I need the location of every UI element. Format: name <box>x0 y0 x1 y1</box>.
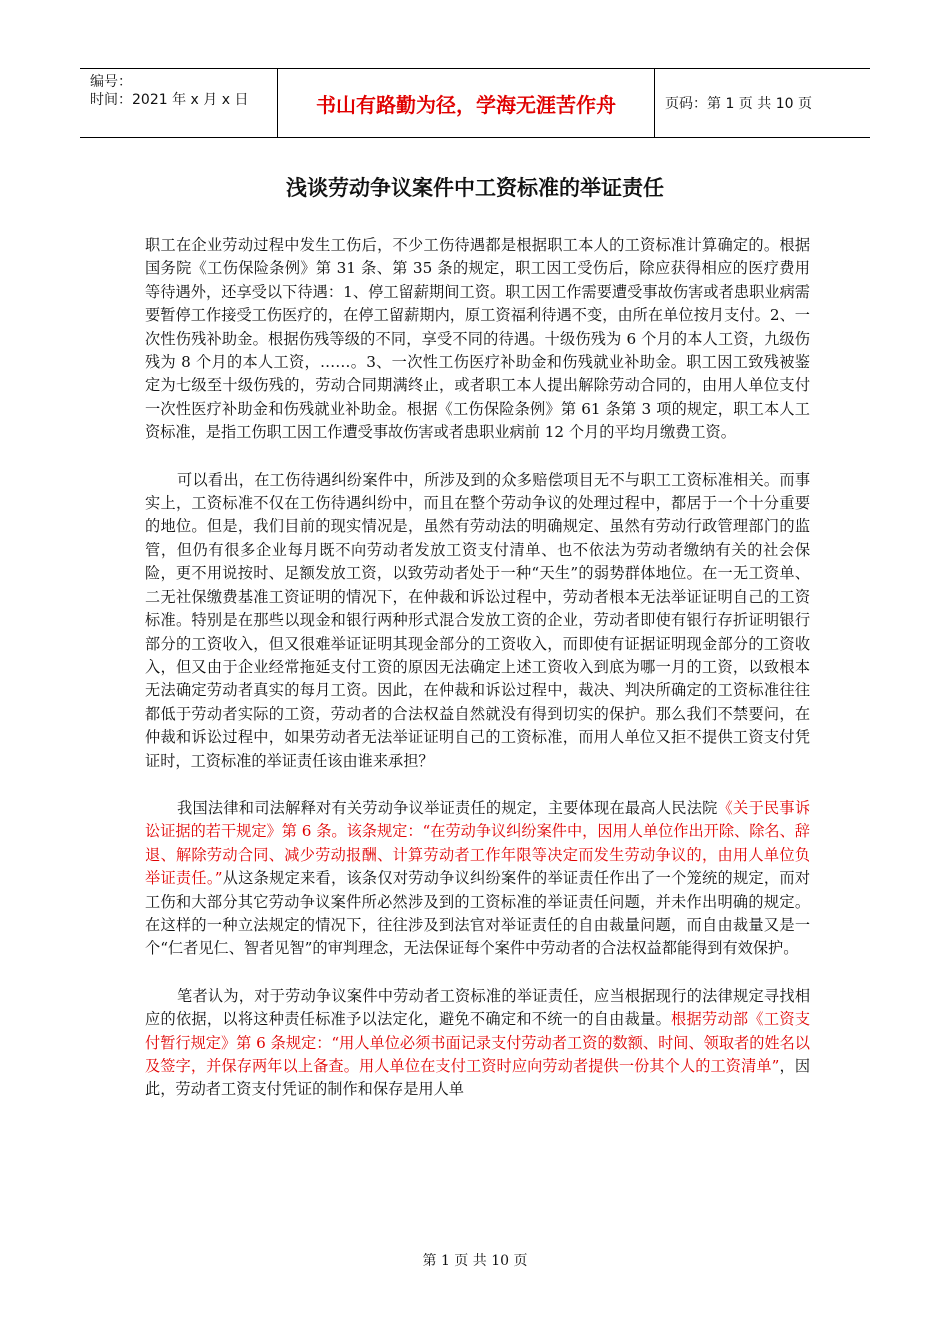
paragraph-4-text-a: 笔者认为，对于劳动争议案件中劳动者工资标准的举证责任，应当根据现行的法律规定寻找相应的依据，以将这种责任标准予以法定化，避免不确定和不统一的自由裁量。 <box>145 986 810 1029</box>
paragraph-1: 职工在企业劳动过程中发生工伤后，不少工伤待遇都是根据职工本人的工资标准计算确定的。根据国务院《工伤保险条例》第 31 条、第 35 条的规定，职工因工受伤后，除应获得相应的医疗费用等待遇外，还享受以下待遇：1、停工留薪期间工资。职工因工作需要遭受事故伤害或者患职业病需要暂停工作接受工伤医疗的，在停工留薪期内，原工资福利待遇不变，由所在单位按月支付。2、一次性伤残补助金。根据伤残等级的不同，享受不同的待遇。十级伤残为 6 个月的本人工资，九级伤残为 8 个月的本人工资，……。3、一次性工伤医疗补助金和伤残就业补助金。职工因工致残被鉴定为七级至十级伤残的，劳动合同期满终止，或者职工本人提出解除劳动合同的，由用人单位支付一次性医疗补助金和伤残就业补助金。根据《工伤保险条例》第 61 条第 3 项的规定，职工本人工资标准，是指工伤职工因工作遭受事故伤害或者患职业病前 12 个月的平均月缴费工资。 <box>145 236 810 442</box>
document-title: 浅谈劳动争议案件中工资标准的举证责任 <box>286 176 664 200</box>
document-body <box>145 234 810 1126</box>
paragraph-4 <box>145 985 810 1102</box>
page-footer: 第 1 页 共 10 页 <box>422 1253 528 1269</box>
paragraph-3 <box>145 797 810 961</box>
paragraph-4-text-b: ，因此，劳动者工资支付凭证的制作和保存是用人单 <box>145 1057 811 1099</box>
header-meta <box>80 69 278 137</box>
page-header <box>80 68 870 138</box>
document-time-label: 时间：2021 年 x 月 x 日 <box>90 92 249 108</box>
paragraph-3-text-b: 从这条规定来看，该条仅对劳动争议纠纷案件的举证责任作出了一个笼统的规定，而对工伤和大部分其它劳动争议案件所必然涉及到的工资标准的举证责任问题，并未作出明确的规定。在这样的一种立法规定的情况下，往往涉及到法官对举证责任的自由裁量问题，而自由裁量又是一个“仁者见仁、智者见智”的审判理念，无法保证每个案件中劳动者的合法权益都能得到有效保护。 <box>145 869 811 958</box>
header-motto: 书山有路勤为径，学海无涯苦作舟 <box>278 69 655 137</box>
paragraph-2: 可以看出，在工伤待遇纠纷案件中，所涉及到的众多赔偿项目无不与职工工资标准相关。而事实上，工资标准不仅在工伤待遇纠纷中，而且在整个劳动争议的处理过程中，都居于一个十分重要的地位。但是，我们目前的现实情况是，虽然有劳动法的明确规定、虽然有劳动行政管理部门的监管，但仍有很多企业每月既不向劳动者发放工资支付清单、也不依法为劳动者缴纳有关的社会保险，更不用说按时、足额发放工资，以致劳动者处于一种“天生”的弱势群体地位。在一无工资单、二无社保缴费基准工资证明的情况下，在仲裁和诉讼过程中，劳动者根本无法举证证明自己的工资标准。特别是在那些以现金和银行两种形式混合发放工资的企业，劳动者即使有银行存折证明银行部分的工资收入，但又很难举证证明其现金部分的工资收入，而即使有证据证明现金部分的工资收入，但又由于企业经常拖延支付工资的原因无法确定上述工资收入到底为哪一月的工资，以致根本无法确定劳动者真实的每月工资。因此，在仲裁和诉讼过程中，裁决、判决所确定的工资标准往往都低于劳动者实际的工资，劳动者的合法权益自然就没有得到切实的保护。那么我们不禁要问，在仲裁和诉讼过程中，如果劳动者无法举证证明自己的工资标准，而用人单位又拒不提供工资支付凭证时，工资标准的举证责任该由谁来承担？ <box>145 470 810 770</box>
document-number-label: 编号： <box>90 74 132 90</box>
paragraph-4-quote: 根据劳动部《工资支付暂行规定》第 6 条规定：“用人单位必须书面记录支付劳动者工资的数额、时间、领取者的姓名以及签字，并保存两年以上备查。用人单位在支付工资时应向劳动者提供一份其个人的工资清单” <box>145 1010 811 1075</box>
header-page-info: 页码：第 1 页 共 10 页 <box>665 96 812 112</box>
paragraph-3-quote: 《关于民事诉讼证据的若干规定》第 6 条。该条规定：“在劳动争议纠纷案件中，因用人单位作出开除、除名、辞退、解除劳动合同、减少劳动报酬、计算劳动者工作年限等决定而发生劳动争议的，由用人单位负举证责任。” <box>145 798 811 888</box>
paragraph-3-text-a: 我国法律和司法解释对有关劳动争议举证责任的规定，主要体现在最高人民法院 <box>177 798 718 817</box>
